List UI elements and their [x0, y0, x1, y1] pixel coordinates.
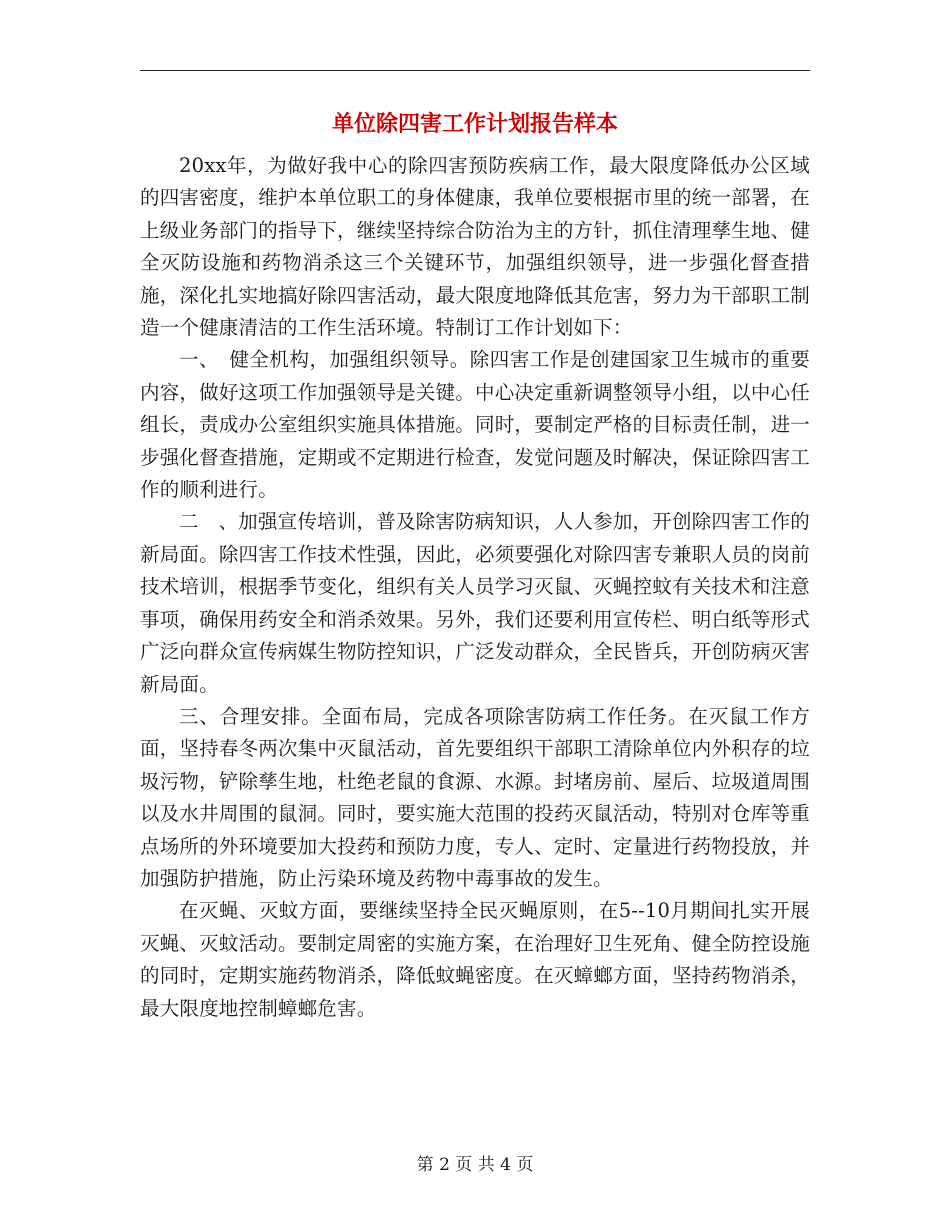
paragraph-section-3: 三、合理安排。全面布局，完成各项除害防病工作任务。在灭鼠工作方面，坚持春冬两次集中灭鼠活动，首先要组织干部职工清除单位内外积存的垃圾污物，铲除孳生地，杜绝老鼠的食源、水源。封堵房前、屋后、垃圾道周围以及水井周围的鼠洞。同时，要实施大范围的投药灭鼠活动，特别对仓库等重点场所的外环境要加大投药和预防力度，专人、定时、定量进行药物投放，并加强防护措施，防止污染环境及药物中毒事故的发生。 [140, 704, 810, 890]
paragraph-intro: 20xx年，为做好我中心的除四害预防疾病工作，最大限度降低办公区域的四害密度，维护本单位职工的身体健康，我单位要根据市里的统一部署，在上级业务部门的指导下，继续坚持综合防治为主的方针，抓住清理孳生地、健全灭防设施和药物消杀这三个关键环节，加强组织领导，进一步强化督查措施，深化扎实地搞好除四害活动，最大限度地降低其危害，努力为干部职工制造一个健康清洁的工作生活环境。特制订工作计划如下： [140, 154, 810, 340]
page-number: 第 2 页 共 4 页 [416, 1155, 534, 1175]
header-rule [140, 70, 810, 71]
paragraph-section-2: 二 、加强宣传培训，普及除害防病知识，人人参加，开创除四害工作的新局面。除四害工作技术性强，因此，必须要强化对除四害专兼职人员的岗前技术培训，根据季节变化，组织有关人员学习灭鼠、灭蝇控蚊有关技术和注意事项，确保用药安全和消杀效果。另外，我们还要利用宣传栏、明白纸等形式广泛向群众宣传病媒生物防控知识，广泛发动群众，全民皆兵，开创防病灭害新局面。 [140, 510, 810, 696]
document-body [140, 150, 810, 1025]
paragraph-flies-mosquitoes: 在灭蝇、灭蚊方面，要继续坚持全民灭蝇原则，在5--10月期间扎实开展灭蝇、灭蚊活动。要制定周密的实施方案，在治理好卫生死角、健全防控设施的同时，定期实施药物消杀，降低蚊蝇密度。在灭蟑螂方面，坚持药物消杀，最大限度地控制蟑螂危害。 [140, 899, 810, 1020]
document-title: 单位除四害工作计划报告样本 [331, 111, 618, 137]
paragraph-section-1: 一、 健全机构，加强组织领导。除四害工作是创建国家卫生城市的重要内容，做好这项工作加强领导是关键。中心决定重新调整领导小组，以中心任组长，责成办公室组织实施具体措施。同时，要制定严格的目标责任制，进一步强化督查措施，定期或不定期进行检查，发觉问题及时解决，保证除四害工作的顺利进行。 [140, 348, 810, 502]
